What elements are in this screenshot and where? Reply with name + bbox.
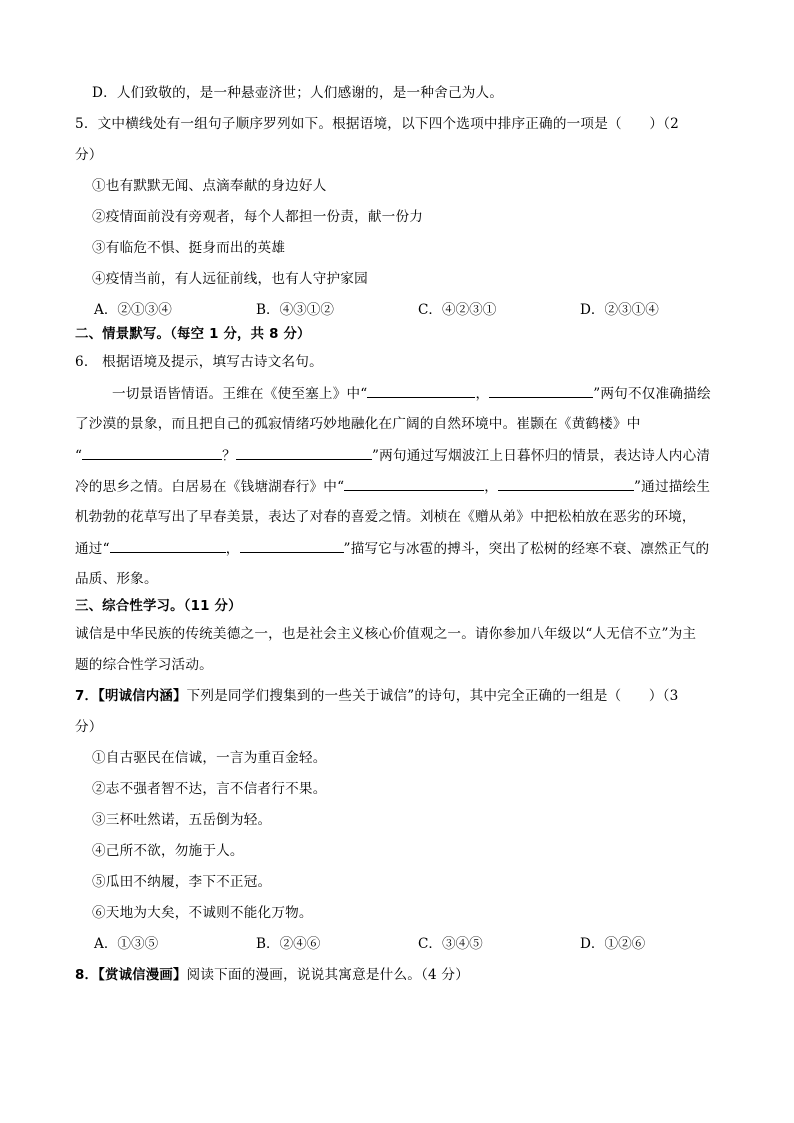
q7-option-c: C．③④⑤ — [418, 936, 483, 952]
section2-title: 二、情景默写。（每空 1 分，共 8 分） — [75, 327, 311, 342]
q6-paragraph-line2: 了沙漠的景象，而且把自己的孤寂情绪巧妙地融化在广阔的自然环境中。崔颢在《黄鹤楼》中 — [75, 416, 641, 432]
q7-item-4: ④己所不欲，勿施于人。 — [92, 843, 244, 859]
q6-paragraph-line6 — [75, 539, 709, 558]
q7-stem-line2: 分） — [75, 719, 103, 735]
q6-text-4a: 冷的思乡之情。白居易在《钱塘湖春行》中“ — [75, 479, 345, 495]
q6-paragraph-line7: 品质、形象。 — [75, 571, 158, 587]
fill-blank-5[interactable] — [344, 477, 484, 491]
section3-intro-line1: 诚信是中华民族的传统美德之一，也是社会主义核心价值观之一。请你参加八年级以“人无信不立”为主 — [75, 626, 697, 642]
q6-text-4b: ”通过描绘生 — [634, 479, 711, 495]
q7-tag: 7．【明诚信内涵】 — [75, 689, 187, 704]
q6-sep-4: ， — [484, 479, 499, 495]
q5-option-a: A．②①③④ — [94, 302, 172, 318]
q6-text-1b: ”两句不仅准确描绘 — [593, 386, 711, 402]
q5-option-b: B．④③①② — [256, 302, 334, 318]
q6-sep-1: ， — [475, 386, 490, 402]
q8-stem-text: 阅读下面的漫画，说说其寓意是什么。（4 分） — [186, 967, 469, 983]
q7-item-2: ②志不强者智不达，言不信者行不果。 — [92, 781, 327, 797]
q8-stem — [75, 966, 469, 985]
q7-stem-text: 下列是同学们搜集到的一些关于诚信”的诗句，其中完全正确的一组是（ ）（3 — [186, 688, 679, 704]
fill-blank-8[interactable] — [240, 539, 344, 553]
q5-item-3: ③有临危不惧、挺身而出的英雄 — [92, 240, 286, 256]
q7-option-a: A．①③⑤ — [94, 936, 159, 952]
q6-paragraph-line1 — [112, 384, 711, 403]
q6-text-3b: ”两句通过写烟波江上日暮怀归的情景，表达诗人内心清 — [371, 448, 711, 464]
fill-blank-7[interactable] — [110, 539, 226, 553]
q6-sep-6: ， — [225, 541, 240, 557]
q6-text-6b: ”描写它与冰雹的搏斗，突出了松树的经寒不衰、凛然正气的 — [343, 541, 710, 557]
q6-paragraph-line4 — [75, 477, 710, 496]
q7-item-6: ⑥天地为大矣，不诚则不能化万物。 — [92, 905, 313, 921]
section3-title: 三、综合性学习。（11 分） — [75, 599, 242, 614]
q6-sep-3: ？ — [222, 448, 236, 464]
q8-tag: 8．【赏诚信漫画】 — [75, 968, 187, 983]
q5-item-2: ②疫情面前没有旁观者，每个人都担一份责，献一份力 — [92, 209, 424, 225]
q5-item-4: ④疫情当前，有人远征前线，也有人守护家园 — [92, 271, 368, 287]
q6-text-1a: 一切景语皆情语。王维在《使至塞上》中“ — [112, 386, 368, 402]
q6-paragraph-line5: 机勃勃的花草写出了早春美景，表达了对春的喜爱之情。刘桢在《赠从弟》中把松柏放在恶劣的环境， — [75, 509, 696, 525]
section3-intro-line2: 题的综合性学习活动。 — [75, 657, 213, 673]
q7-option-b: B．②④⑥ — [256, 936, 321, 952]
q7-option-d: D．①②⑥ — [580, 936, 646, 952]
fill-blank-2[interactable] — [489, 384, 593, 398]
q6-stem: 6． 根据语境及提示，填写古诗文名句。 — [75, 354, 323, 370]
q5-option-d: D．②③①④ — [580, 302, 659, 318]
q6-paragraph-line3 — [75, 446, 710, 465]
q5-option-c: C．④②③① — [418, 302, 497, 318]
fill-blank-1[interactable] — [367, 384, 475, 398]
q5-stem-line1: 5．文中横线处有一组句子顺序罗列如下。根据语境，以下四个选项中排序正确的一项是（ ）（2 — [75, 116, 680, 132]
fill-blank-6[interactable] — [498, 477, 634, 491]
q6-text-3a: “ — [75, 448, 83, 464]
q7-item-3: ③三杯吐然诺，五岳倒为轻。 — [92, 812, 272, 828]
q4-option-d: D．人们致敬的，是一种悬壶济世；人们感谢的，是一种舍己为人。 — [92, 85, 504, 101]
q7-item-1: ①自古驱民在信诚，一言为重百金轻。 — [92, 750, 327, 766]
q7-item-5: ⑤瓜田不纳履，李下不正冠。 — [92, 874, 272, 890]
q7-stem-line1 — [75, 687, 679, 706]
q6-text-6a: 通过“ — [75, 541, 110, 557]
q5-item-1: ①也有默默无闻、点滴奉献的身边好人 — [92, 178, 327, 194]
fill-blank-3[interactable] — [82, 446, 222, 460]
q5-stem-line2: 分） — [75, 147, 103, 163]
fill-blank-4[interactable] — [236, 446, 372, 460]
